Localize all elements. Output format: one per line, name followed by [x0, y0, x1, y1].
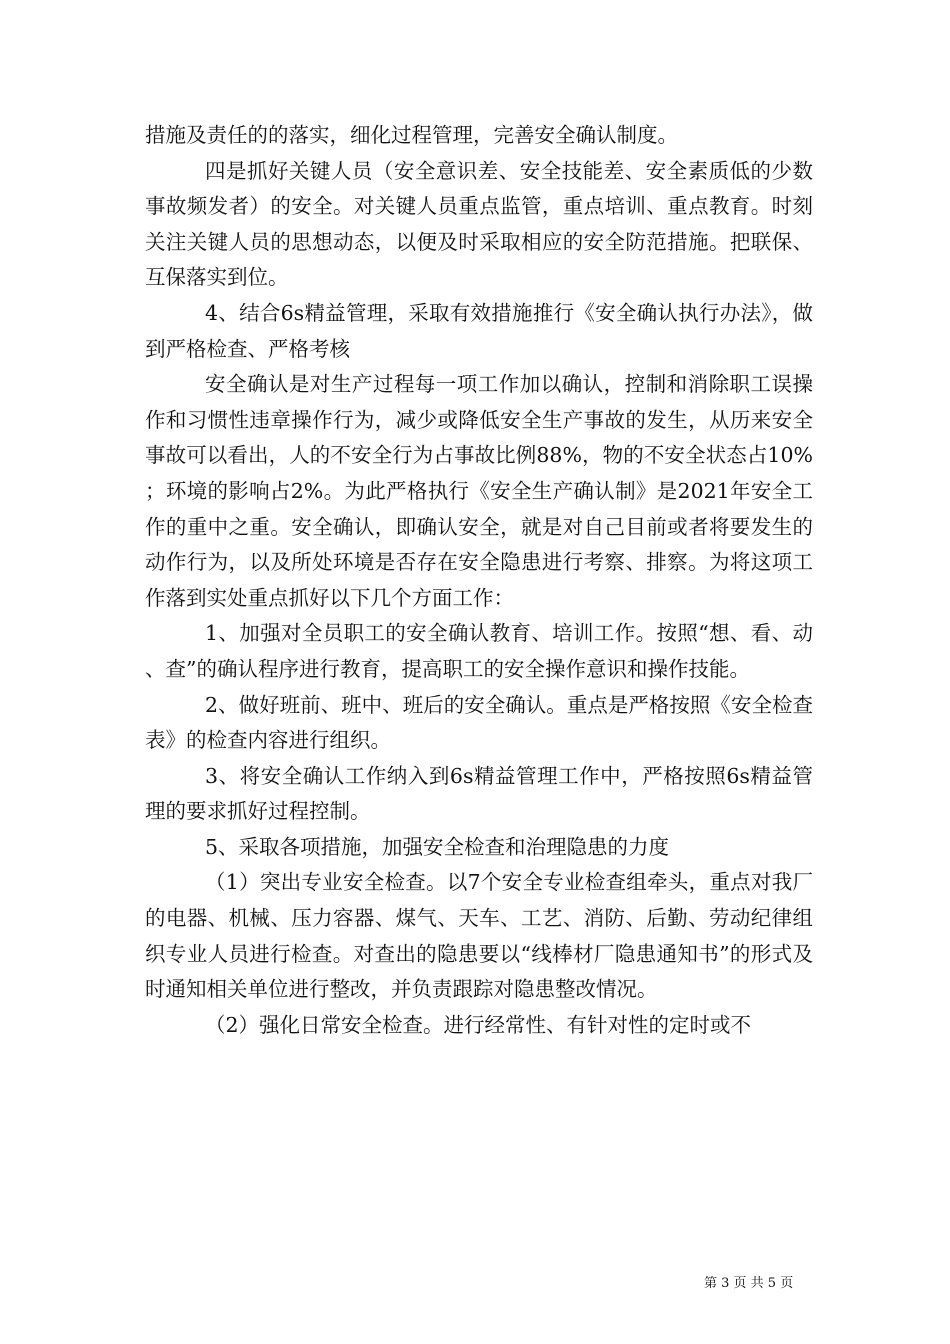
sub-item-1: （1）突出专业安全检查。以7个安全专业检查组牵头，重点对我厂的电器、机械、压力容器、煤气、天车、工艺、消防、后勤、劳动纪律组织专业人员进行检查。对查出的隐患要以“线棒材厂隐患通知书”的形式及时通知相关单位进行整改，并负责跟踪对隐患整改情况。	[145, 870, 813, 1002]
list-item-2: 2、做好班前、班中、班后的安全确认。重点是严格按照《安全检查表》的检查内容进行组织。	[145, 692, 813, 753]
document-body	[145, 118, 813, 1043]
paragraph-key-personnel: 四是抓好关键人员（安全意识差、安全技能差、安全素质低的少数事故频发者）的安全。对关键人员重点监管，重点培训、重点教育。时刻关注关键人员的思想动态，以便及时采取相应的安全防范措施。把联保、互保落实到位。	[145, 158, 813, 290]
section-heading-5: 5、采取各项措施，加强安全检查和治理隐患的力度	[205, 834, 670, 859]
paragraph-safety-confirmation: 安全确认是对生产过程每一项工作加以确认，控制和消除职工误操作和习惯性违章操作行为，减少或降低安全生产事故的发生，从历来安全事故可以看出，人的不安全行为占事故比例88%，物的不安全状态占10%；环境的影响占2%。为此严格执行《安全生产确认制》是2021年安全工作的重中之重。安全确认，即确认安全，就是对自己目前或者将要发生的动作行为，以及所处环境是否存在安全隐患进行考察、排察。为将这项工作落到实处重点抓好以下几个方面工作：	[145, 372, 813, 610]
sub-item-2: （2）强化日常安全检查。进行经常性、有针对性的定时或不	[205, 1012, 752, 1037]
list-item-3: 3、将安全确认工作纳入到6s精益管理工作中，严格按照6s精益管理的要求抓好过程控制。	[145, 763, 813, 824]
paragraph-continuation: 措施及责任的的落实，细化过程管理，完善安全确认制度。	[145, 123, 678, 147]
section-heading-4: 4、结合6s精益管理，采取有效措施推行《安全确认执行办法》，做到严格检查、严格考核	[145, 300, 813, 361]
page-number-footer: 第 3 页 共 5 页	[704, 1276, 794, 1291]
list-item-1: 1、加强对全员职工的安全确认教育、培训工作。按照“想、看、动、查”的确认程序进行教育，提高职工的安全操作意识和操作技能。	[145, 621, 813, 681]
